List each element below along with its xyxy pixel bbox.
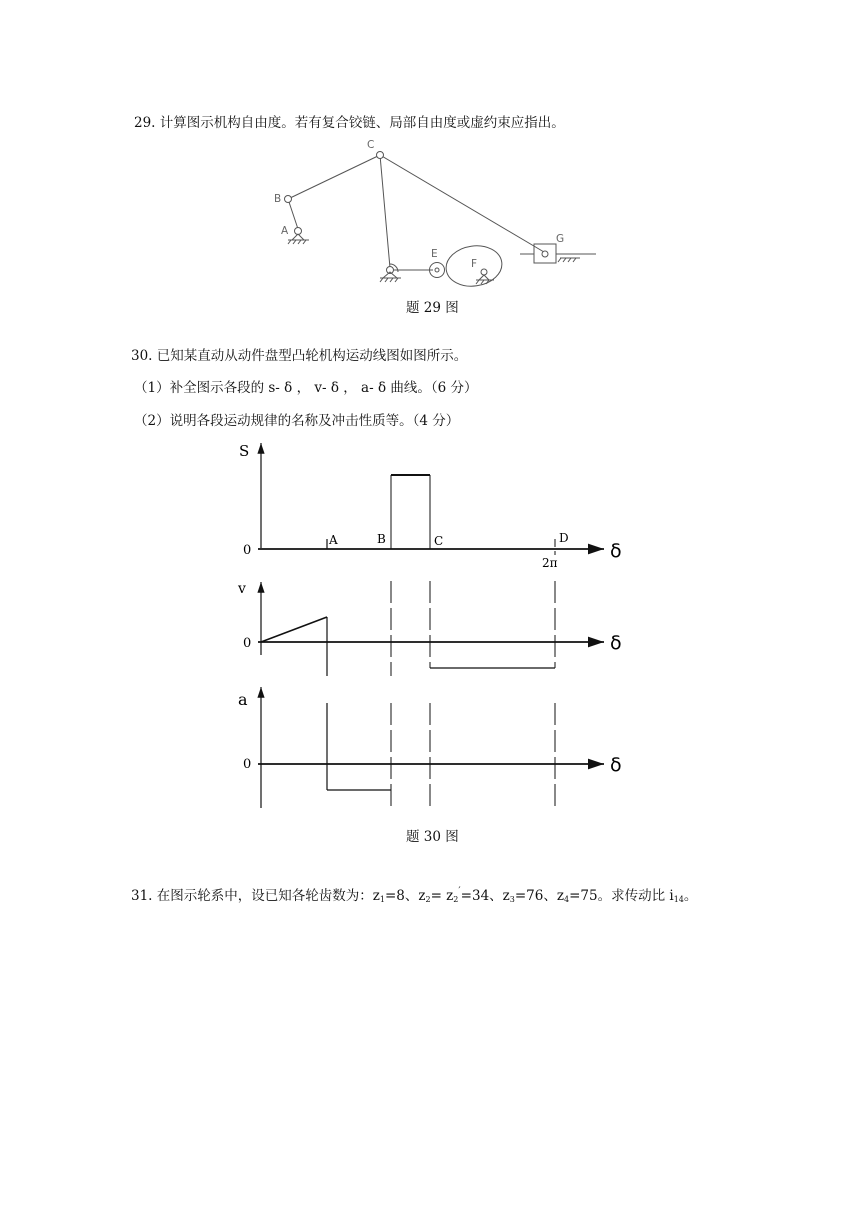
point-C-label: C: [434, 534, 444, 548]
v-axis-label: v: [238, 581, 246, 597]
question-30-text: 30. 已知某直动从动件盘型凸轮机构运动线图如图所示。: [131, 348, 468, 364]
question-31-text: [131, 884, 697, 904]
i14-subscript: 14: [673, 895, 684, 904]
z1-value: =8、z: [384, 888, 426, 904]
point-D-label: D: [559, 531, 569, 545]
label-E: E: [431, 248, 438, 260]
z2-subscript: 2: [425, 895, 431, 904]
label-F: F: [471, 258, 478, 270]
z2-value: = z: [430, 888, 454, 904]
point-B-label: B: [377, 532, 386, 546]
a-delta-label: δ: [610, 754, 622, 776]
label-A: A: [281, 225, 289, 237]
s-zero-label: 0: [243, 543, 252, 558]
figure-30-caption: 题 30 图: [406, 829, 459, 845]
question-30-item-1: （1）补全图示各段的 s- δ ， v- δ ， a- δ 曲线。（6 分）: [134, 380, 478, 396]
label-C: C: [367, 139, 375, 151]
question-29-text: 29. 计算图示机构自由度。若有复合铰链、局部自由度或虚约束应指出。: [134, 115, 565, 131]
label-B: B: [274, 193, 282, 205]
z2-prime-mark: ′: [458, 886, 461, 897]
z1-subscript: 1: [379, 895, 385, 904]
z3-value: =76、z: [514, 888, 564, 904]
a-axis-label: a: [238, 690, 248, 709]
v-delta-label: δ: [610, 632, 622, 654]
z2-prime-value: =34、z: [460, 888, 510, 904]
z4-value: =75。求传动比 i: [569, 888, 674, 904]
z3-subscript: 3: [509, 895, 515, 904]
two-pi-label: 2π: [542, 556, 558, 570]
v-zero-label: 0: [243, 636, 252, 651]
label-G: G: [556, 233, 565, 245]
z4-subscript: 4: [563, 895, 570, 904]
question-30-item-2: （2）说明各段运动规律的名称及冲击性质等。（4 分）: [134, 413, 460, 429]
a-zero-label: 0: [243, 757, 252, 772]
figure-29-caption: 题 29 图: [406, 300, 459, 316]
q31-suffix: 。: [683, 888, 698, 904]
s-delta-label: δ: [610, 540, 622, 562]
s-axis-label: S: [239, 442, 250, 460]
q31-prefix: 31. 在图示轮系中，设已知各轮齿数为：z: [131, 888, 380, 904]
point-A-label: A: [329, 533, 338, 547]
z2-prime-subscript: 2: [453, 895, 459, 904]
